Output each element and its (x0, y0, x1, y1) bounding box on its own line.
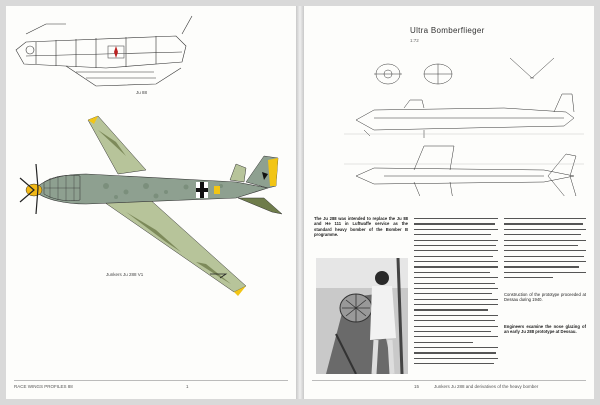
left-footer-rule (14, 380, 288, 381)
right-folio-text: Junkers Ju 288 and derivatives of the heavy bomber (434, 384, 539, 389)
side-note: Construction of the prototype proceeded at Dessau during 1940. (504, 292, 586, 303)
left-page (6, 6, 296, 399)
balkenkreuz-icon (196, 182, 208, 198)
right-footer-rule (312, 380, 586, 381)
intro-caption: The Ju 288 was intended to replace the Ju 88 and He 111 in Luftwaffe service as the standard heavy bomber of the Bomber B programme. (314, 216, 408, 237)
profile-caption: Junkers Ju 288 V1 (106, 272, 144, 277)
spine-gutter (296, 6, 304, 399)
page-heading: Ultra Bomberflieger (410, 26, 485, 35)
text-column-middle (414, 218, 498, 378)
scale-label: 1:72 (410, 38, 419, 43)
photo-note: Engineers examine the nose glazing of an early Ju 288 prototype at Dessau. (504, 324, 586, 335)
right-page-number: 15 (414, 384, 420, 389)
port-wing (101, 196, 246, 292)
text-column-right (504, 218, 586, 288)
top-line-drawing (6, 6, 296, 96)
cross-emblem-icon (114, 46, 118, 58)
workshop-photo (316, 258, 408, 374)
three-view-drawings (304, 46, 594, 196)
aircraft-profile (6, 102, 296, 302)
left-folio-text: RACE WINGS PROFILES 88 (14, 384, 73, 389)
right-page (304, 6, 594, 399)
top-drawing-caption: Ju 88 (136, 90, 148, 95)
left-page-number: 1 (186, 384, 189, 389)
photo-image (316, 258, 408, 374)
